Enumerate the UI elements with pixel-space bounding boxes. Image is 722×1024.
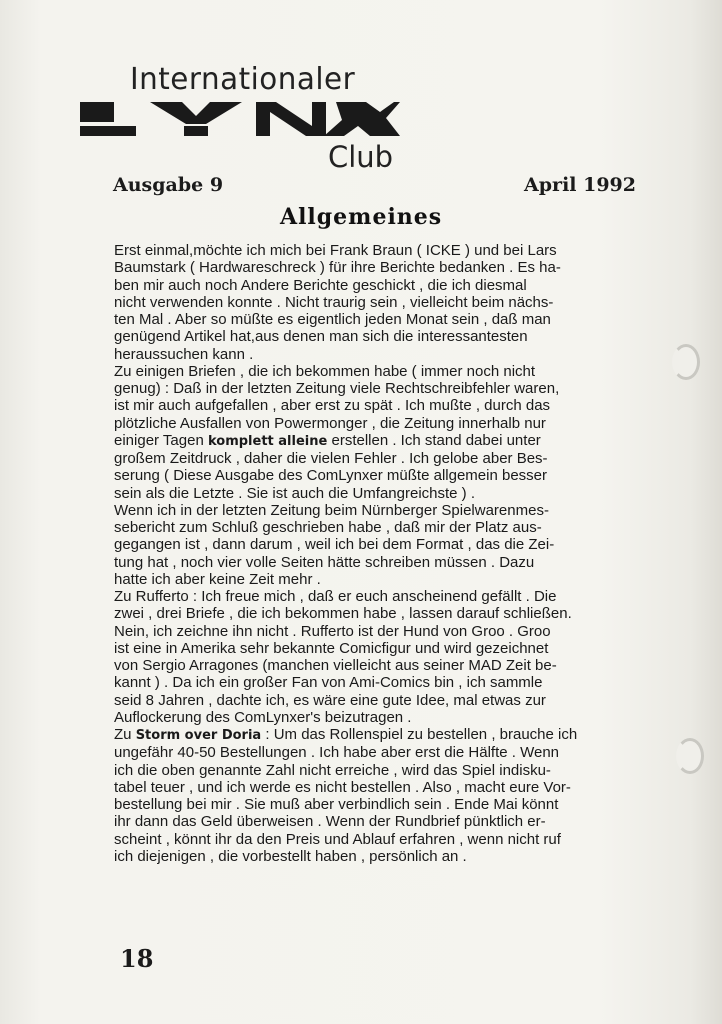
text-line: Nein, ich zeichne ihn nicht . Rufferto ist der Hund von Groo . Groo [114, 622, 551, 640]
text-line: nicht verwenden konnte . Nicht traurig sein , vielleicht beim nächs- [114, 293, 554, 311]
article-body [114, 242, 644, 865]
issue-number: Ausgabe 9 [113, 174, 224, 196]
text-line: großem Zeitdruck , daher die vielen Fehler . Ich gelobe aber Bes- [114, 450, 548, 467]
page-number: 18 [120, 944, 154, 973]
text-line: tung hat , noch vier volle Seiten hätte schreiben müssen . Dazu [114, 553, 535, 571]
text-line: ben mir auch noch Andere Berichte geschickt , die ich diesmal [114, 276, 527, 294]
text-line: Zu einigen Briefen , die ich bekommen habe ( immer noch nicht [114, 362, 536, 380]
game-title: Storm over Doria [135, 728, 262, 743]
text-line: ich die oben genannte Zahl nicht erreiche , wird das Spiel indisku- [114, 761, 551, 779]
binder-hole [676, 738, 704, 774]
masthead-title: Internationaler [130, 62, 356, 97]
text-line: von Sergio Arragones (manchen vielleicht aus seiner MAD Zeit be- [114, 657, 557, 674]
text-line: ten Mal . Aber so müßte es eigentlich jeden Monat sein , daß man [114, 311, 551, 328]
text-line: kannt ) . Da ich ein großer Fan von Ami-Comics bin , ich sammle [114, 674, 543, 692]
binder-hole [672, 344, 700, 380]
text-line: ihr dann das Geld überweisen . Wenn der Rundbrief pünktlich er- [114, 813, 546, 831]
text-line: einiger Tagen komplett alleine erstellen . Ich stand dabei unter [114, 431, 541, 449]
text-line: Wenn ich in der letzten Zeitung beim Nürnberger Spielwarenmes- [114, 501, 549, 519]
lynx-logo [80, 98, 400, 140]
text-line: Zu Storm over Doria : Um das Rollenspiel zu bestellen , brauche ich [114, 726, 578, 743]
text-line: Auflockerung des ComLynxer's beizutragen . [114, 708, 412, 726]
text-line: bestellung bei mir . Sie muß aber verbindlich sein . Ende Mai könnt [114, 796, 559, 813]
text-line: seid 8 Jahren , dachte ich, es wäre eine gute Idee, mal etwas zur [114, 691, 546, 709]
masthead-club: Club [328, 140, 394, 174]
text-line: Baumstark ( Hardwareschreck ) für ihre Berichte bedanken . Es ha- [114, 259, 561, 277]
text-line: ist eine in Amerika sehr bekannte Comicfigur und wird gezeichnet [114, 639, 549, 657]
text-line: ich diejenigen , die vorbestellt haben , persönlich an . [114, 847, 467, 865]
text-line: Erst einmal,möchte ich mich bei Frank Braun ( ICKE ) und bei Lars [114, 242, 557, 259]
text-line: tabel teuer , und ich werde es nicht bestellen . Also , macht eure Vor- [114, 778, 571, 796]
section-title: Allgemeines [280, 204, 443, 230]
issue-date: April 1992 [524, 174, 636, 196]
text-line: hatte ich aber keine Zeit mehr . [114, 570, 321, 588]
text-line: genügend Artikel hat,aus denen man sich die interessantesten [114, 328, 528, 346]
emphasis-text: komplett alleine [207, 433, 328, 449]
text-line: zwei , drei Briefe , die ich bekommen habe , lassen darauf schließen. [114, 605, 572, 623]
text-line: gegangen ist , dann darum , weil ich bei dem Format , das die Zei- [114, 536, 555, 554]
text-line: heraussuchen kann . [114, 345, 254, 363]
text-line: serung ( Diese Ausgabe des ComLynxer müßte allgemein besser [114, 467, 547, 485]
text-line: sebericht zum Schluß geschrieben habe , daß mir der Platz aus- [114, 519, 542, 536]
text-line: ist mir auch aufgefallen , aber erst zu spät . Ich mußte , durch das [114, 397, 551, 415]
text-line: sein als die Letzte . Sie ist auch die Umfangreichste ) . [114, 484, 476, 502]
text-line: ungefähr 40-50 Bestellungen . Ich habe aber erst die Hälfte . Wenn [114, 744, 560, 762]
text-line: Zu Rufferto : Ich freue mich , daß er euch anscheinend gefällt . Die [114, 588, 557, 605]
text-line: plötzliche Ausfallen von Powermonger , die Zeitung innerhalb nur [114, 414, 546, 432]
text-line: scheint , könnt ihr da den Preis und Ablauf erfahren , wenn nicht ruf [114, 830, 561, 848]
text-line: genug) : Daß in der letzten Zeitung viele Rechtschreibfehler waren, [114, 380, 560, 397]
